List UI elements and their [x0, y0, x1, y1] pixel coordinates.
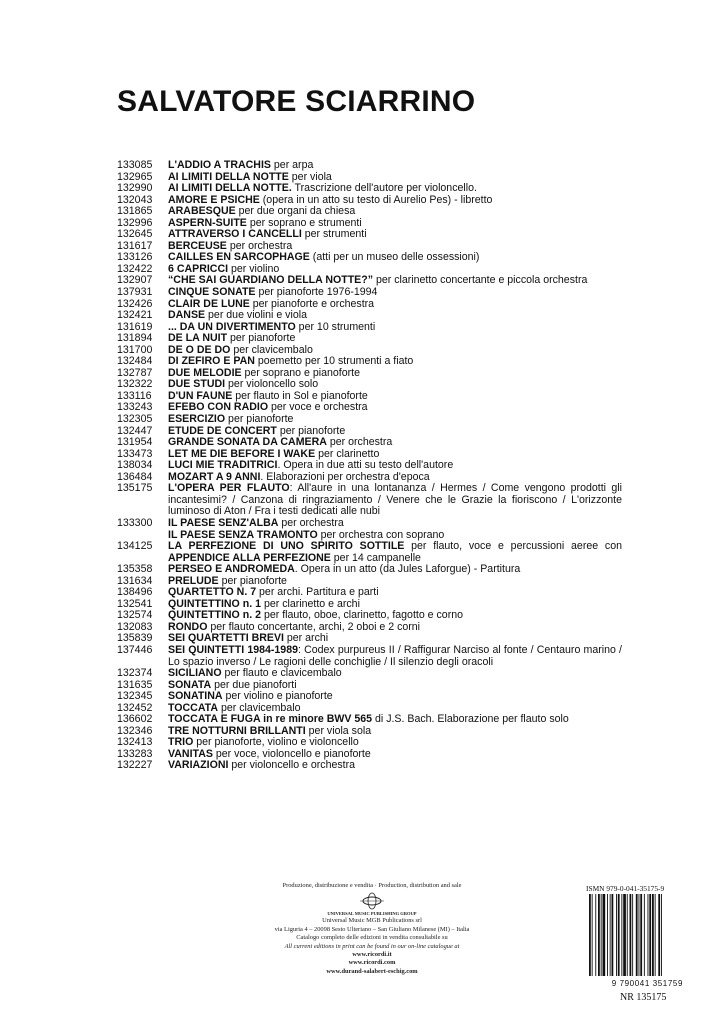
catalog-number: 132305	[117, 413, 153, 426]
work-description: per 14 campanelle	[330, 551, 421, 564]
catalog-number: 132374	[117, 667, 153, 680]
barcode-bar	[661, 894, 662, 976]
work-description: (atti per un museo delle ossessioni)	[309, 251, 480, 264]
catalog-number: 136484	[117, 470, 153, 483]
work-description: . Opera in due atti su testo dell'autore	[277, 459, 454, 472]
work-title: RONDO	[168, 620, 208, 633]
catalog-number: 135839	[117, 632, 153, 645]
catalog-number: 132083	[117, 620, 153, 633]
work-description: per archi	[283, 632, 329, 645]
work-title: TRE NOTTURNI BRILLANTI	[168, 724, 306, 737]
barcode-bar	[640, 894, 642, 976]
ismn-code: ISMN 979-0-041-35175-9	[586, 884, 665, 893]
catalog-number: 133116	[117, 389, 152, 402]
barcode-bar	[612, 894, 614, 976]
work-description: . Elaborazioni per orchestra d'epoca	[260, 470, 430, 483]
work-title: 6 CAPRICCI	[168, 262, 229, 275]
catalog-number: 132447	[117, 424, 153, 437]
work-title: IL PAESE SENZA TRAMONTO	[168, 528, 318, 541]
work-description: per violoncello e orchestra	[228, 759, 356, 772]
work-description: per orchestra	[326, 436, 393, 449]
catalog-number: NR 135175	[620, 992, 667, 1003]
catalog-number: 135358	[117, 563, 153, 576]
entry-text	[168, 645, 622, 668]
work-description: per pianoforte	[227, 332, 296, 345]
work-description: per clarinetto concertante e piccola orchestra	[373, 274, 588, 287]
work-description: per clavicembalo	[230, 343, 313, 356]
work-description: : All'aure in una lontananza / Hermes / Come vengono prodotti gli incantesimi? / Canzona di ringraziamento / Venere che le Grazie la fioriscono / L'orizzonte luminoso di Aton / Fra i testi dedicati alle nubi	[168, 482, 622, 518]
work-description: per flauto, oboe, clarinetto, fagotto e corno	[261, 609, 464, 622]
work-title: CAILLES EN SARCOPHAGE	[168, 251, 310, 264]
barcode-bar	[598, 894, 600, 976]
catalog-number: 132421	[117, 309, 153, 322]
work-description: per soprano e pianoforte	[241, 366, 360, 379]
work-title: DUE STUDI	[168, 378, 226, 391]
work-title: ASPERN-SUITE	[168, 216, 247, 229]
work-description: per orchestra	[226, 239, 293, 252]
catalog-number: 133243	[117, 401, 153, 414]
work-title: DANSE	[168, 309, 206, 322]
work-description: per viola	[288, 170, 332, 183]
catalog-number: 132452	[117, 701, 153, 714]
catalog-number: 132996	[117, 216, 153, 229]
work-title: ... DA UN DIVERTIMENTO	[168, 320, 296, 333]
barcode-bar	[603, 894, 606, 976]
work-description: per strumenti	[301, 228, 367, 241]
publisher-address: via Liguria 4 – 20098 Sesto Ulteriano – San Giuliano Milanese (MI) – Italia	[274, 925, 470, 933]
website-durand[interactable]: www.durand-salabert-eschig.com	[326, 967, 418, 975]
work-description: per pianoforte	[276, 424, 346, 437]
work-title: DUE MELODIE	[168, 366, 242, 379]
work-title: VARIAZIONI	[168, 759, 229, 772]
work-description: per flauto concertante, archi, 2 oboi e 2 corni	[207, 620, 421, 633]
publisher-name: Universal Music MGB Publications srl	[322, 917, 422, 925]
website-ricordi-com[interactable]: www.ricordi.com	[348, 959, 396, 967]
catalog-number: 137446	[117, 643, 153, 656]
work-description: per due organi da chiesa	[235, 205, 356, 218]
catalog-number: 131865	[117, 205, 153, 218]
catalog-number: 132346	[117, 724, 153, 737]
work-description: per orchestra con soprano	[317, 528, 445, 541]
publisher-footer	[222, 882, 522, 976]
work-title: ESERCIZIO	[168, 413, 226, 426]
catalog-number: 132345	[117, 690, 153, 703]
work-title: DE O DE DO	[168, 343, 231, 356]
catalog-number: 137931	[117, 286, 153, 299]
barcode-bar	[616, 894, 617, 976]
catalog-number: 133085	[117, 159, 153, 171]
barcode-bar	[618, 894, 620, 976]
catalog-entry	[117, 645, 622, 668]
work-description: per violino e pianoforte	[222, 690, 333, 703]
catalog-number: 132484	[117, 355, 153, 368]
catalog-number: 131954	[117, 436, 153, 449]
work-title: ETUDE DE CONCERT	[168, 424, 277, 437]
work-title: VANITAS	[168, 747, 213, 760]
catalog-note: Catalogo completo delle edizioni in vendita consultabile su	[296, 934, 448, 942]
catalog-number: 131617	[117, 239, 153, 252]
work-description: per archi. Partitura e parti	[256, 586, 379, 599]
work-title: LA PERFEZIONE DI UNO SPIRITO SOTTILE	[168, 540, 405, 553]
work-title: APPENDICE ALLA PERFEZIONE	[168, 551, 331, 564]
catalog-number: 133126	[117, 251, 153, 264]
work-description: per flauto in Sol e pianoforte	[232, 389, 368, 402]
website-ricordi-it[interactable]: www.ricordi.it	[352, 951, 392, 959]
work-title: AI LIMITI DELLA NOTTE	[168, 170, 289, 183]
work-title: CLAIR DE LUNE	[168, 297, 250, 310]
catalog-number: 131894	[117, 332, 153, 345]
work-description: per pianoforte e orchestra	[249, 297, 375, 310]
catalog-number: 138496	[117, 586, 153, 599]
work-title: AI LIMITI DELLA NOTTE.	[168, 182, 292, 195]
work-title: AMORE E PSICHE	[168, 193, 260, 206]
work-description: di J.S. Bach. Elaborazione per flauto solo	[372, 713, 569, 726]
work-description: Trascrizione dell'autore per violoncello.	[291, 182, 477, 195]
entry-text	[168, 541, 622, 564]
barcode-bars	[587, 894, 683, 978]
catalog-number: 132787	[117, 366, 153, 379]
barcode-bar	[623, 894, 626, 976]
work-title: DI ZEFIRO E PAN	[168, 355, 255, 368]
work-title: LET ME DIE BEFORE I WAKE	[168, 447, 316, 460]
barcode-bar	[595, 894, 596, 976]
work-description: : Codex purpureus II / Raffigurar Narciso al fonte / Centauro marino / Lo spazio inverso / Le ragioni delle conchiglie / Il silenzio degli oracoli	[168, 643, 622, 668]
work-description: per due violini e viola	[205, 309, 307, 322]
catalog-number: 131635	[117, 678, 153, 691]
work-description: per clavicembalo	[218, 701, 301, 714]
catalog-number: 131700	[117, 343, 153, 356]
catalog-number: 134125	[117, 540, 153, 553]
work-title: QUINTETTINO n. 1	[168, 597, 261, 610]
work-description: per pianoforte 1976-1994	[255, 286, 378, 299]
work-description: poemetto per 10 strumenti a fiato	[254, 355, 414, 368]
work-title: L'OPERA PER FLAUTO	[168, 482, 290, 495]
work-description: per flauto e clavicembalo	[221, 667, 342, 680]
catalog-number: 132907	[117, 274, 153, 287]
work-title: TRIO	[168, 736, 194, 749]
barcode-bar	[649, 894, 651, 976]
catalog-number: 132990	[117, 182, 153, 195]
work-description: per 10 strumenti	[295, 320, 376, 333]
work-title: ARABESQUE	[168, 205, 236, 218]
work-description: per viola sola	[305, 724, 372, 737]
barcode-bar	[592, 894, 593, 976]
catalog-number: 136602	[117, 713, 153, 726]
universal-logo-icon	[352, 892, 392, 910]
barcode-bar	[607, 894, 608, 976]
catalog-number: 132413	[117, 736, 153, 749]
catalog-number: 132426	[117, 297, 153, 310]
work-title: “CHE SAI GUARDIANO DELLA NOTTE?”	[168, 274, 374, 287]
barcode-bar	[639, 894, 640, 976]
catalog-number: 133283	[117, 747, 153, 760]
catalog-note-en: All current editions in print can be found in our on-line catalogue at	[284, 942, 460, 950]
work-description: per flauto, voce e percussioni aeree con	[404, 540, 622, 553]
work-description: per pianoforte, violino e violoncello	[193, 736, 359, 749]
work-description: per arpa	[270, 159, 314, 171]
work-title: D'UN FAUNE	[168, 389, 233, 402]
catalog-number: 138034	[117, 459, 153, 472]
logo-text: UNIVERSAL MUSIC PUBLISHING GROUP	[327, 911, 417, 917]
catalog-entry	[117, 483, 622, 518]
work-description: per clarinetto e archi	[261, 597, 360, 610]
barcode-bar	[621, 894, 622, 976]
work-title: TOCCATA E FUGA in re minore BWV 565	[168, 713, 373, 726]
work-title: PRELUDE	[168, 574, 219, 587]
work-title: L'ADDIO A TRACHIS	[168, 159, 271, 171]
work-title: SONATINA	[168, 690, 223, 703]
catalog-number: 132965	[117, 170, 153, 183]
work-description: per orchestra	[278, 516, 344, 529]
work-title: EFEBO CON RADIO	[168, 401, 269, 414]
work-description: per violino	[228, 262, 280, 275]
barcode-digits: 9 790041 351759	[611, 979, 683, 988]
work-title: PERSEO E ANDROMEDA	[168, 563, 295, 576]
catalog-number: 131634	[117, 574, 153, 587]
catalog-number: 131619	[117, 320, 153, 333]
barcode-bar	[627, 894, 628, 976]
barcode-bar	[658, 894, 660, 976]
catalog-number: 132645	[117, 228, 153, 241]
work-description: (opera in un atto su testo di Aurelio Pes) - libretto	[259, 193, 493, 206]
barcode-bar	[636, 894, 638, 976]
work-title: LUCI MIE TRADITRICI	[168, 459, 278, 472]
work-title: QUARTETTO N. 7	[168, 586, 257, 599]
work-title: SEI QUARTETTI BREVI	[168, 632, 284, 645]
work-description: per violoncello solo	[225, 378, 319, 391]
barcode-bar	[644, 894, 645, 976]
catalog-number: 132541	[117, 597, 153, 610]
catalog-number: 132422	[117, 262, 153, 275]
barcode-bar	[589, 894, 591, 976]
work-title: GRANDE SONATA DA CAMERA	[168, 436, 327, 449]
work-title: SEI QUINTETTI 1984-1989	[168, 643, 298, 656]
work-title: MOZART A 9 ANNI	[168, 470, 261, 483]
page-title: SALVATORE SCIARRINO	[117, 85, 476, 118]
work-description: per pianoforte	[225, 413, 294, 426]
entry-text	[168, 483, 622, 518]
catalog-entry	[117, 541, 622, 564]
work-description: per voce e orchestra	[268, 401, 368, 414]
entry-text	[168, 760, 622, 772]
work-title: BERCEUSE	[168, 239, 227, 252]
work-title: SICILIANO	[168, 667, 222, 680]
barcode-bar	[655, 894, 656, 976]
catalog-entry	[117, 760, 622, 772]
work-title: QUINTETTINO n. 2	[168, 609, 261, 622]
work-description: per clarinetto	[315, 447, 380, 460]
barcode-bar	[610, 894, 611, 976]
barcode-bar	[648, 894, 649, 976]
catalog-number: 132322	[117, 378, 153, 391]
barcode-bar	[630, 894, 632, 976]
work-title: SONATA	[168, 678, 212, 691]
work-description: per voce, violoncello e pianoforte	[212, 747, 371, 760]
barcode-bar	[652, 894, 654, 976]
work-title: CINQUE SONATE	[168, 286, 256, 299]
work-description: . Opera in un atto (da Jules Laforgue) - Partitura	[294, 563, 521, 576]
production-note: Produzione, distribuzione e vendita · Production, distribution and sale	[282, 882, 462, 889]
work-description: per pianoforte	[218, 574, 287, 587]
work-title: TOCCATA	[168, 701, 219, 714]
catalog-list	[117, 160, 622, 772]
catalog-number: 133473	[117, 447, 153, 460]
barcode-bar	[632, 894, 633, 976]
work-title: DE LA NUIT	[168, 332, 228, 345]
catalog-number: 132043	[117, 193, 153, 206]
work-title: ATTRAVERSO I CANCELLI	[168, 228, 302, 241]
barcode	[587, 894, 683, 983]
catalog-number: 132227	[117, 759, 153, 772]
work-description: per soprano e strumenti	[246, 216, 362, 229]
catalog-number: 132574	[117, 609, 153, 622]
catalog-number: 135175	[117, 482, 153, 495]
catalog-number: 133300	[117, 516, 153, 529]
work-title: IL PAESE SENZ'ALBA	[168, 516, 279, 529]
work-description: per due pianoforti	[211, 678, 297, 691]
barcode-bar	[601, 894, 602, 976]
